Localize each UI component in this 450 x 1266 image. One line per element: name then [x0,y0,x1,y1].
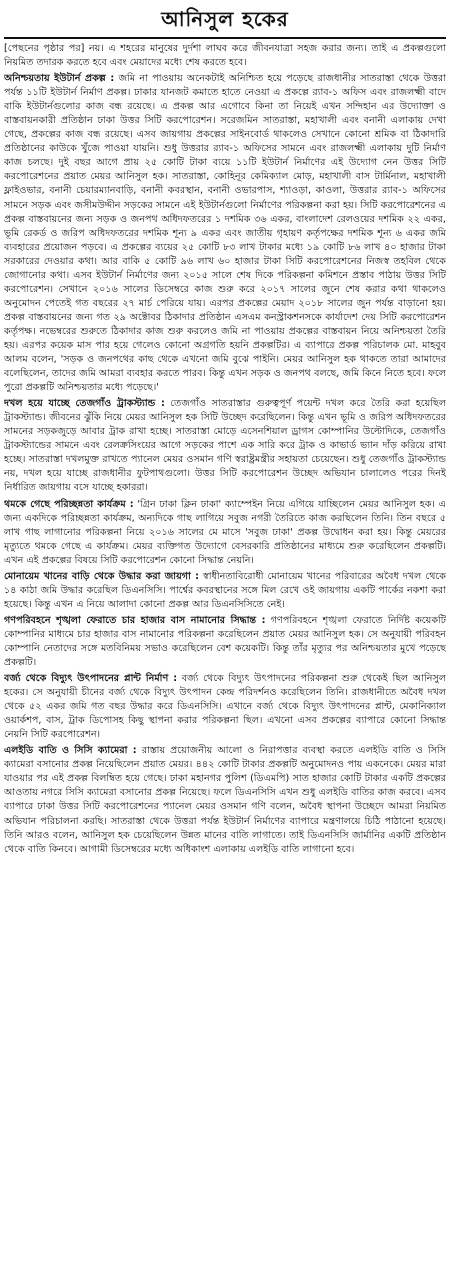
paragraph-text: রাস্তায় প্রয়োজনীয় আলো ও নিরাপত্তার ব্যবস্থা করতে এলইডি বাতি ও সিসি ক্যামেরা বসানোর প্রকল্প নিয়েছিলেন প্রয়াত মেয়র। ৪৪২ কোটি টাকার প্রকল্পটি অনুমোদনও পায় একনেকে। মেয়র মারা যাওয়ার পর এই প্রকল্প বিলম্বিত হয়ে গেছে। ঢাকা মহানগর পুলিশ (ডিএমপি) সাত হাজার কোটি টাকার একটি প্রকল্পের আওতায় নগরে সিসি ক্যামেরা বসানোর প্রকল্প নিয়েছে। ফলে ডিএনসিসি এখন শুধু এলইডি বাতির কাজ করবে। এসব ব্যাপারে ঢাকা উত্তর সিটি করপোরেশনের প্যানেল মেয়র ওসমান গণি বলেন, অবৈধ স্থাপনা উচ্ছেদে আমরা নিয়মিত অভিযান পরিচালনা করছি। সাতরাস্তা থেকে উত্তরা পর্যন্ত ইউটার্ন নির্মাণের ব্যাপারে মন্ত্রণালয়ে চিঠি পাঠানো হয়েছে। তিনি আরও বলেন, আনিসুল হক চেয়েছিলেন উন্নত মানের বাতি লাগাতে। তাই ডিএনসিসি জার্মানির একটি প্রতিষ্ঠান থেকে বাতি কিনবে। আগামী ডিসেম্বরের মধ্যে অধিকাংশ এলাকায় এলইডি বাতি লাগানো হবে। [4,745,446,855]
paragraph-text: জমি না পাওয়ায় অনেকটাই অনিশ্চিত হয়ে পড়েছে রাজধানীর সাতরাস্তা থেকে উত্তরা পর্যন্ত ১১টি ইউটার্ন নির্মাণ প্রকল্প। ঢাকার যানজট কমাতে হাতে নেওয়া এ প্রকল্পে র‍্যাব-১ অফিস এবং রাজলক্ষ্মী বাদে বাকি ইউটার্নগুলোর কাজ বন্ধ রয়েছে। এ প্রকল্প আর এগোবে কিনা তা নিয়েই এখন সন্দিহান এর উদ্যোক্তা ও বাস্তবায়নকারী প্রতিষ্ঠান ঢাকা উত্তর সিটি করপোরেশন। সরেজমিন সাতরাস্তা, মহাখালী এবং বনানী এলাকায় দেখা গেছে, প্রকল্পের কাজ বন্ধ রয়েছে। এসব জায়গায় প্রকল্পের সাইনবোর্ড থাকলেও সেখানে কোনো শ্রমিক বা ঠিকাদারি প্রতিষ্ঠানের কাউকে খুঁজে পাওয়া যায়নি। শুধু উত্তরার র‍্যাব-১ অফিসের সামনে এবং রাজলক্ষ্মী এলাকায় দুটি নির্মাণ কাজ চলছে। দুই বছর আগে প্রায় ২৫ কোটি টাকা ব্যয়ে ১১টি ইউটার্ন নির্মাণের এই উদ্যোগ নেন উত্তর সিটি করপোরেশনের প্রয়াত মেয়র আনিসুল হক। সাতরাস্তা, কোহিনূর কেমিক্যাল মোড়, মহাখালী বাস টার্মিনাল, মহাখালী ফ্লাইওভার, বনানী চেয়ারম্যানবাড়ি, বনানী কবরস্থান, বনানী ওভারপাস, শ্যাওড়া, কাওলা, উত্তরার র‍্যাব-১ অফিসের সামনে সড়ক এবং জসীমউদ্দীন সড়কের সামনে এই ইউটার্নগুলো নির্মাণের পরিকল্পনা করা হয়। সিটি করপোরেশনের এ প্রকল্প বাস্তবায়নের জন্য সড়ক ও জনপথ অধিদফতরের ১ দশমিক ৩৬ একর, বাংলাদেশ রেলওয়ের দশমিক ২২ একর, ভূমি রেকর্ড ও জরিপ অধিদফতরের দশমিক শূন্য ৯ একর এবং জাতীয় গৃহায়ণ কর্তৃপক্ষের দশমিক শূন্য ৬ একর জমি ব্যবহারের প্রয়োজন পড়বে। এ প্রকল্পের ব্যয়ের ২৫ কোটি ৮৩ লাখ টাকার মধ্যে ১৯ কোটি ৮৬ লাখ ৪০ হাজার টাকা সরকারের দেওয়ার কথা। আর বাকি ৫ কোটি ৯৬ লাখ ৬০ হাজার টাকা সিটি করপোরেশনের নিজস্ব তহবিল থেকে জোগানোর কথা। এসব ইউটার্ন নির্মাণের জন্য ২০১৫ সালে শেষ দিকে পরিকল্পনা কমিশনে প্রস্তাব পাঠায় উত্তর সিটি করপোরেশন। সেখানে ২০১৬ সালের ডিসেম্বরে কাজ শুরু করে ২০১৭ সালের জুনে শেষ করার কথা থাকলেও অনুমোদন পেতেই গত বছরের ২৭ মার্চ পেরিয়ে যায়। এরপর প্রকল্পের মেয়াদ ২০১৮ সালের জুন পর্যন্ত বাড়ানো হয়। প্রকল্প বাস্তবায়নের জন্য গত ২৯ অক্টোবর ঠিকাদার প্রতিষ্ঠান এসএম কনস্ট্রাকশনসকে কার্যাদেশ দেয় সিটি করপোরেশন কর্তৃপক্ষ। নভেম্বরের শুরুতে ঠিকাদার কাজ শুরু করলেও জমি না পাওয়ায় প্রকল্পের বাস্তবায়ন নিয়ে অনিশ্চয়তা তৈরি হয়। এরপর কয়েক মাস পার হয়ে গেলেও কোনো অগ্রগতি হয়নি প্রকল্পটির। এ ব্যাপারে প্রকল্প পরিচালক মো. মাহবুব আলম বলেন, 'সড়ক ও জনপথের কাছ থেকে এখনো জমি বুঝে পাইনি। মেয়র আনিসুল হক থাকতে তারা আমাদের বলেছিলেন, তাদের জমি আমরা ব্যবহার করতে পারব। কিন্তু এখন সড়ক ও জনপথ বলছে, জমি কিনে নিতে হবে। ফলে পুরো প্রকল্পটি অনিশ্চয়তার মধ্যে পড়েছে।' [4,73,446,394]
subheading-waste-to-power: বর্জ্য থেকে বিদ্যুৎ উৎপাদনের প্লান্ট নির্মাণ : [4,673,178,685]
paragraph-truck-stand [4,397,446,495]
paragraph-text: স্বাধীনতাবিরোধী মোনায়েম খানের পরিবারের অবৈধ দখল থেকে ১৪ কাঠা জমি উদ্ধার করেছিল ডিএনসিসি। পার্শ্বের কবরস্থানের সঙ্গে মিল রেখে ওই জায়গায় একটি পার্কের নকশা করা হয়েছে। কিন্তু এখন এ নিয়ে আলাদা কোনো প্রকল্প আর ডিএনসিসিতে নেই। [4,570,446,610]
paragraph-uturn-project [4,72,446,395]
paragraph-waste-to-power [4,672,446,742]
subheading-uturn-project: অনিশ্চয়তায় ইউটার্ন প্রকল্প : [4,73,115,85]
headline: আনিসুল হকের [161,7,289,31]
subheading-led-cctv: এলইডি বাতি ও সিসি ক্যামেরা : [4,745,137,757]
continued-from-back-page: [পেছনের পৃষ্ঠার পর] [4,43,85,54]
paragraph-cleanliness [4,498,446,568]
subheading-truck-stand: দখল হয়ে যাচ্ছে তেজগাঁও ট্রাকস্ট্যান্ড : [4,398,165,410]
newspaper-page [4,4,446,1262]
paragraph-text: তেজগাঁও সাতরাস্তার গুরুত্বপূর্ণ পয়েন্ট দখল করে তৈরি করা হয়েছিল ট্রাকস্ট্যান্ড। জীবনের ঝুঁকি নিয়ে মেয়র আনিসুল হক সিটি উচ্ছেদ করেছিলেন। কিন্তু এখন ভূমি ও জরিপ অধিদফতরের সামনের সড়কজুড়ে আবার ট্রাক রাখা হচ্ছে। সাতরাস্তা মোড়ে এসেনশিয়াল ড্রাগস কোম্পানির উল্টোদিকে, তেজগাঁও ট্রাকস্ট্যান্ডের সামনে এবং রেলক্রসিংয়ের আগে সড়কের পাশে এক সারি করে ট্রাক ও কাভার্ড ভ্যান দাঁড় করিয়ে রাখা হচ্ছে। সাতরাস্তা দখলমুক্ত রাখতে প্যানেল মেয়র ওসমান গণি স্বরাষ্ট্রমন্ত্রীর সহায়তা চেয়েছেন। শুধু তেজগাঁও ট্রাকস্ট্যান্ড নয়, দখল হয়ে যাচ্ছে রাজধানীর ফুটপাথগুলো। উত্তর সিটি করপোরেশন উচ্ছেদ অভিযান চালালেও পরের দিনই নির্ধারিত জায়গায় বসে যাচ্ছে হকাররা। [4,398,446,494]
subheading-cleanliness: থমকে গেছে পরিচ্ছন্নতা কার্যক্রম : [4,498,134,510]
paragraph-led-cctv [4,744,446,856]
paragraph-text: বর্জ্য থেকে বিদ্যুৎ উৎপাদনের পরিকল্পনা শুরু থেকেই ছিল আনিসুল হকের। সে অনুযায়ী চীনের বর্জ্য থেকে বিদ্যুৎ উৎপাদন কেন্দ্র পরিদর্শনও করেছিলেন তিনি। রাজধানীতে অবৈধ দখল থেকে ৫২ একর জমি গত বছর উদ্ধার করে ডিএনসিসি। এখানে বর্জ্য থেকে বিদ্যুৎ উৎপাদনের প্লান্ট, মেকানিক্যাল ওয়ার্কশপ, বাস, ট্রাক ডিপোসহ কিছু স্থাপনা করার পরিকল্পনা ছিল। এখনো এসব প্রকল্পের ব্যাপারে কোনো সিদ্ধান্ত নেয়নি সিটি করপোরেশন। [4,673,446,741]
subheading-recovered-land: মোনায়েম খানের বাড়ি থেকে উদ্ধার করা জায়গা : [4,570,199,582]
paragraph-intro [4,42,446,70]
paragraph-public-transport [4,614,446,670]
subheading-public-transport: গণপরিবহনে শৃঙ্খলা ফেরাতে চার হাজার বাস নামানোর সিদ্ধান্ত : [4,614,266,626]
paragraph-recovered-land [4,570,446,612]
paragraph-text: নয়। এ শহরের মানুষের দুর্দশা লাঘব করে জীবনযাত্রা সহজ করার জন্য। তাই এ প্রকল্পগুলো নিয়মিত তদারক করতে হবে এবং মেয়াদের মধ্যে শেষ করতে হবে। [4,43,446,69]
paragraph-text: গণপরিবহনে শৃঙ্খলা ফেরাতে নির্দিষ্ট কয়েকটি কোম্পানির মাধ্যমে চার হাজার বাস নামানোর পরিকল্পনা করেছিলেন প্রয়াত মেয়র আনিসুল হক। সে অনুযায়ী পরিবহন কোম্পানি নেতাদের সঙ্গে মতবিনিময় সভাও করেছিলেন বেশ কয়েকটি। কিন্তু তাঁর মৃত্যুর পর অনিশ্চয়তার মুখে পড়েছে প্রকল্পটি। [4,614,446,669]
article-body [4,37,446,857]
paragraph-text: 'গ্রিন ঢাকা ক্লিন ঢাকা' ক্যাম্পেইন নিয়ে এগিয়ে যাচ্ছিলেন মেয়র আনিসুল হক। এ জন্য একদিকে পরিচ্ছন্নতা কার্যক্রম, অন্যদিকে গাছ লাগিয়ে সবুজ নগরী তৈরিতে কাজ করছিলেন তিনি। তিন বছরে ৫ লাখ গাছ লাগানোর পরিকল্পনা নিয়ে ২০১৬ সালের মে মাসে 'সবুজ ঢাকা' প্রকল্প উদ্বোধন করা হয়। কিন্তু মেয়রের মৃত্যুতে থমকে গেছে এ কার্যক্রম। মেয়র ব্যক্তিগত উদ্যোগে বেসরকারি প্রতিষ্ঠানের মাধ্যমে শুরু করেছিলেন প্রকল্পটি। এখন এই প্রকল্পের বিষয়ে সিটি করপোরেশন কোনো সিদ্ধান্ত নেয়নি। [4,498,446,566]
